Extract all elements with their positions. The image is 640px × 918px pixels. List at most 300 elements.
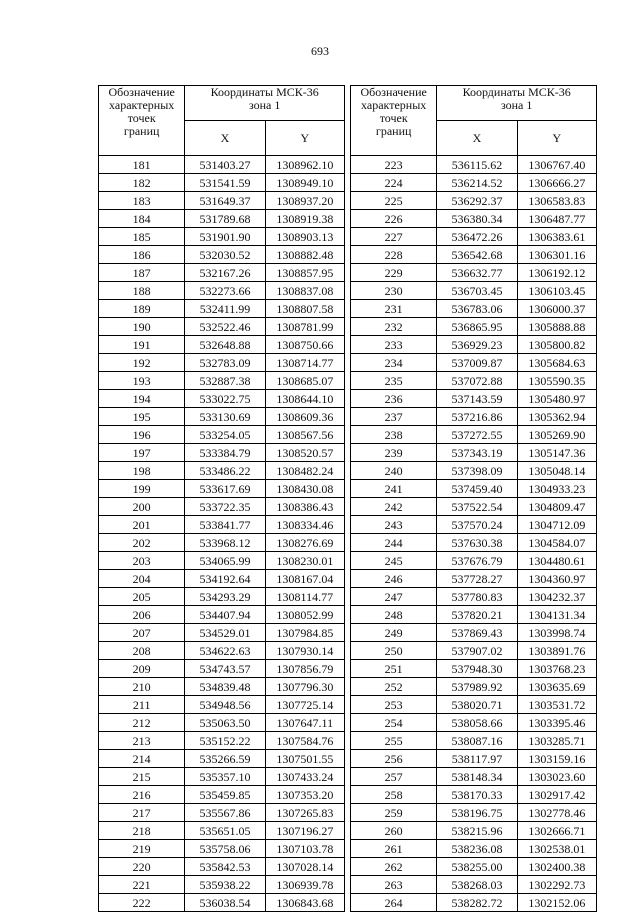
y-coordinate-cell: 1306000.37 [517,300,596,318]
point-id-cell: 208 [99,642,185,660]
y-coordinate-cell: 1306383.61 [517,228,596,246]
point-id-cell: 221 [99,876,185,894]
y-coordinate-cell: 1308962.10 [265,156,344,174]
point-id-cell: 248 [351,606,437,624]
point-id-cell: 186 [99,246,185,264]
x-coordinate-cell: 537630.38 [437,534,517,552]
table-row [99,858,345,876]
point-id-cell: 216 [99,786,185,804]
point-id-cell: 211 [99,696,185,714]
y-coordinate-cell: 1306939.78 [265,876,344,894]
x-coordinate-cell: 537676.79 [437,552,517,570]
point-id-cell: 209 [99,660,185,678]
y-coordinate-cell: 1306583.83 [517,192,596,210]
x-coordinate-cell: 535938.22 [185,876,265,894]
point-id-cell: 252 [351,678,437,696]
y-coordinate-cell: 1305147.36 [517,444,596,462]
point-id-cell: 196 [99,426,185,444]
table-row [351,318,597,336]
y-coordinate-cell: 1303891.76 [517,642,596,660]
y-coordinate-cell: 1308230.01 [265,552,344,570]
point-id-cell: 239 [351,444,437,462]
table-row [351,210,597,228]
y-coordinate-cell: 1308430.08 [265,480,344,498]
header-point-designation: Обозначение характерных точек границ [99,86,185,156]
point-id-cell: 228 [351,246,437,264]
x-coordinate-cell: 536038.54 [185,894,265,912]
point-id-cell: 257 [351,768,437,786]
table-row [99,462,345,480]
x-coordinate-cell: 533384.79 [185,444,265,462]
table-row [351,804,597,822]
x-coordinate-cell: 535758.06 [185,840,265,858]
x-coordinate-cell: 536214.52 [437,174,517,192]
point-id-cell: 246 [351,570,437,588]
x-coordinate-cell: 534839.48 [185,678,265,696]
point-id-cell: 197 [99,444,185,462]
point-id-cell: 223 [351,156,437,174]
table-row [99,570,345,588]
point-id-cell: 202 [99,534,185,552]
table-row [351,768,597,786]
point-id-cell: 219 [99,840,185,858]
table-row [99,318,345,336]
y-coordinate-cell: 1304360.97 [517,570,596,588]
y-coordinate-cell: 1303023.60 [517,768,596,786]
point-id-cell: 231 [351,300,437,318]
x-coordinate-cell: 537143.59 [437,390,517,408]
y-coordinate-cell: 1307856.79 [265,660,344,678]
y-coordinate-cell: 1308807.58 [265,300,344,318]
y-coordinate-cell: 1302666.71 [517,822,596,840]
x-coordinate-cell: 534948.56 [185,696,265,714]
point-id-cell: 190 [99,318,185,336]
point-id-cell: 254 [351,714,437,732]
table-row [351,660,597,678]
table-row [99,498,345,516]
table-row [351,408,597,426]
x-coordinate-cell: 537780.83 [437,588,517,606]
point-id-cell: 200 [99,498,185,516]
point-id-cell: 235 [351,372,437,390]
point-id-cell: 217 [99,804,185,822]
table-row [99,642,345,660]
x-coordinate-cell: 536865.95 [437,318,517,336]
point-id-cell: 192 [99,354,185,372]
point-id-cell: 250 [351,642,437,660]
x-coordinate-cell: 532522.46 [185,318,265,336]
x-coordinate-cell: 538215.96 [437,822,517,840]
table-row [351,282,597,300]
point-id-cell: 204 [99,570,185,588]
table-row [99,282,345,300]
table-row [99,678,345,696]
point-id-cell: 260 [351,822,437,840]
table-row [351,588,597,606]
point-id-cell: 184 [99,210,185,228]
coordinates-table-right [350,85,597,912]
x-coordinate-cell: 537343.19 [437,444,517,462]
x-coordinate-cell: 533130.69 [185,408,265,426]
point-id-cell: 203 [99,552,185,570]
x-coordinate-cell: 532783.09 [185,354,265,372]
x-coordinate-cell: 537820.21 [437,606,517,624]
point-id-cell: 220 [99,858,185,876]
x-coordinate-cell: 537459.40 [437,480,517,498]
table-row [99,444,345,462]
y-coordinate-cell: 1304809.47 [517,498,596,516]
point-id-cell: 189 [99,300,185,318]
y-coordinate-cell: 1302292.73 [517,876,596,894]
x-coordinate-cell: 535651.05 [185,822,265,840]
y-coordinate-cell: 1308167.04 [265,570,344,588]
x-coordinate-cell: 532887.38 [185,372,265,390]
point-id-cell: 237 [351,408,437,426]
y-coordinate-cell: 1306192.12 [517,264,596,282]
table-row [99,390,345,408]
x-coordinate-cell: 532167.26 [185,264,265,282]
y-coordinate-cell: 1308903.13 [265,228,344,246]
x-coordinate-cell: 533022.75 [185,390,265,408]
y-coordinate-cell: 1307647.11 [265,714,344,732]
x-coordinate-cell: 537869.43 [437,624,517,642]
coordinates-table-left [98,85,345,912]
table-row [351,750,597,768]
table-row [351,372,597,390]
y-coordinate-cell: 1305888.88 [517,318,596,336]
x-coordinate-cell: 533722.35 [185,498,265,516]
table-row [99,732,345,750]
header-x: X [185,121,265,156]
x-coordinate-cell: 531901.90 [185,228,265,246]
x-coordinate-cell: 536472.26 [437,228,517,246]
table-row [99,210,345,228]
x-coordinate-cell: 536380.34 [437,210,517,228]
point-id-cell: 259 [351,804,437,822]
header-y: Y [517,121,596,156]
header-y: Y [265,121,344,156]
y-coordinate-cell: 1306103.45 [517,282,596,300]
y-coordinate-cell: 1303285.71 [517,732,596,750]
table-row [351,858,597,876]
x-coordinate-cell: 537398.09 [437,462,517,480]
x-coordinate-cell: 536632.77 [437,264,517,282]
table-row [99,624,345,642]
y-coordinate-cell: 1302152.06 [517,894,596,912]
y-coordinate-cell: 1302917.42 [517,786,596,804]
y-coordinate-cell: 1308334.46 [265,516,344,534]
table-row [351,426,597,444]
table-row [351,840,597,858]
y-coordinate-cell: 1308750.66 [265,336,344,354]
y-coordinate-cell: 1304712.09 [517,516,596,534]
point-id-cell: 258 [351,786,437,804]
point-id-cell: 261 [351,840,437,858]
x-coordinate-cell: 537570.24 [437,516,517,534]
x-coordinate-cell: 535266.59 [185,750,265,768]
y-coordinate-cell: 1308837.08 [265,282,344,300]
x-coordinate-cell: 535567.86 [185,804,265,822]
x-coordinate-cell: 538282.72 [437,894,517,912]
point-id-cell: 224 [351,174,437,192]
x-coordinate-cell: 534293.29 [185,588,265,606]
y-coordinate-cell: 1307103.78 [265,840,344,858]
y-coordinate-cell: 1307984.85 [265,624,344,642]
y-coordinate-cell: 1308714.77 [265,354,344,372]
table-row [351,300,597,318]
table-row [99,264,345,282]
y-coordinate-cell: 1306843.68 [265,894,344,912]
point-id-cell: 213 [99,732,185,750]
table-row [351,444,597,462]
table-row [99,480,345,498]
x-coordinate-cell: 535459.85 [185,786,265,804]
y-coordinate-cell: 1308482.24 [265,462,344,480]
table-row [99,228,345,246]
x-coordinate-cell: 533841.77 [185,516,265,534]
x-coordinate-cell: 532273.66 [185,282,265,300]
table-row [351,786,597,804]
point-id-cell: 207 [99,624,185,642]
y-coordinate-cell: 1308276.69 [265,534,344,552]
point-id-cell: 253 [351,696,437,714]
point-id-cell: 243 [351,516,437,534]
table-row [99,660,345,678]
x-coordinate-cell: 538087.16 [437,732,517,750]
x-coordinate-cell: 535357.10 [185,768,265,786]
point-id-cell: 226 [351,210,437,228]
point-id-cell: 222 [99,894,185,912]
point-id-cell: 236 [351,390,437,408]
table-row [351,624,597,642]
x-coordinate-cell: 533486.22 [185,462,265,480]
x-coordinate-cell: 536542.68 [437,246,517,264]
y-coordinate-cell: 1308114.77 [265,588,344,606]
point-id-cell: 256 [351,750,437,768]
y-coordinate-cell: 1304933.23 [517,480,596,498]
y-coordinate-cell: 1308882.48 [265,246,344,264]
point-id-cell: 181 [99,156,185,174]
x-coordinate-cell: 531789.68 [185,210,265,228]
x-coordinate-cell: 531403.27 [185,156,265,174]
y-coordinate-cell: 1308609.36 [265,408,344,426]
table-row [99,192,345,210]
x-coordinate-cell: 536115.62 [437,156,517,174]
y-coordinate-cell: 1304480.61 [517,552,596,570]
y-coordinate-cell: 1307930.14 [265,642,344,660]
x-coordinate-cell: 537522.54 [437,498,517,516]
point-id-cell: 262 [351,858,437,876]
table-row [351,714,597,732]
table-row [351,516,597,534]
table-row [351,264,597,282]
point-id-cell: 264 [351,894,437,912]
x-coordinate-cell: 538020.71 [437,696,517,714]
x-coordinate-cell: 538117.97 [437,750,517,768]
y-coordinate-cell: 1307725.14 [265,696,344,714]
y-coordinate-cell: 1307353.20 [265,786,344,804]
table-row [351,192,597,210]
y-coordinate-cell: 1305362.94 [517,408,596,426]
x-coordinate-cell: 538268.03 [437,876,517,894]
table-row [99,156,345,174]
point-id-cell: 249 [351,624,437,642]
y-coordinate-cell: 1308052.99 [265,606,344,624]
y-coordinate-cell: 1308685.07 [265,372,344,390]
point-id-cell: 206 [99,606,185,624]
x-coordinate-cell: 533254.05 [185,426,265,444]
table-row [99,750,345,768]
x-coordinate-cell: 532030.52 [185,246,265,264]
table-row [351,552,597,570]
point-id-cell: 227 [351,228,437,246]
point-id-cell: 195 [99,408,185,426]
y-coordinate-cell: 1308937.20 [265,192,344,210]
point-id-cell: 214 [99,750,185,768]
y-coordinate-cell: 1303998.74 [517,624,596,642]
x-coordinate-cell: 536929.23 [437,336,517,354]
y-coordinate-cell: 1305269.90 [517,426,596,444]
table-body [99,156,345,912]
x-coordinate-cell: 531541.59 [185,174,265,192]
point-id-cell: 251 [351,660,437,678]
y-coordinate-cell: 1302400.38 [517,858,596,876]
table-row [351,354,597,372]
point-id-cell: 183 [99,192,185,210]
y-coordinate-cell: 1307796.30 [265,678,344,696]
table-row [99,426,345,444]
x-coordinate-cell: 535063.50 [185,714,265,732]
x-coordinate-cell: 534192.64 [185,570,265,588]
x-coordinate-cell: 533968.12 [185,534,265,552]
table-row [99,804,345,822]
table-row [99,696,345,714]
y-coordinate-cell: 1308520.57 [265,444,344,462]
y-coordinate-cell: 1303768.23 [517,660,596,678]
table-row [99,606,345,624]
point-id-cell: 212 [99,714,185,732]
x-coordinate-cell: 538236.08 [437,840,517,858]
point-id-cell: 238 [351,426,437,444]
point-id-cell: 230 [351,282,437,300]
table-row [99,552,345,570]
y-coordinate-cell: 1306487.77 [517,210,596,228]
table-row [99,822,345,840]
y-coordinate-cell: 1305590.35 [517,372,596,390]
x-coordinate-cell: 534743.57 [185,660,265,678]
table-row [99,372,345,390]
header-coordinate-system: Координаты МСК-36 зона 1 [185,86,345,121]
y-coordinate-cell: 1305048.14 [517,462,596,480]
table-row [351,822,597,840]
point-id-cell: 232 [351,318,437,336]
x-coordinate-cell: 536292.37 [437,192,517,210]
point-id-cell: 247 [351,588,437,606]
table-row [351,336,597,354]
y-coordinate-cell: 1304584.07 [517,534,596,552]
x-coordinate-cell: 534407.94 [185,606,265,624]
point-id-cell: 188 [99,282,185,300]
y-coordinate-cell: 1307028.14 [265,858,344,876]
x-coordinate-cell: 537272.55 [437,426,517,444]
table-row [99,408,345,426]
point-id-cell: 244 [351,534,437,552]
y-coordinate-cell: 1306666.27 [517,174,596,192]
table-row [351,696,597,714]
table-row [351,606,597,624]
point-id-cell: 229 [351,264,437,282]
y-coordinate-cell: 1305800.82 [517,336,596,354]
table-row [351,894,597,912]
point-id-cell: 225 [351,192,437,210]
x-coordinate-cell: 538148.34 [437,768,517,786]
y-coordinate-cell: 1308567.56 [265,426,344,444]
table-row [99,516,345,534]
point-id-cell: 198 [99,462,185,480]
x-coordinate-cell: 534622.63 [185,642,265,660]
table-row [99,534,345,552]
x-coordinate-cell: 535842.53 [185,858,265,876]
x-coordinate-cell: 537216.86 [437,408,517,426]
point-id-cell: 241 [351,480,437,498]
y-coordinate-cell: 1303159.16 [517,750,596,768]
y-coordinate-cell: 1305684.63 [517,354,596,372]
table-row [351,174,597,192]
x-coordinate-cell: 537728.27 [437,570,517,588]
x-coordinate-cell: 532411.99 [185,300,265,318]
y-coordinate-cell: 1307265.83 [265,804,344,822]
point-id-cell: 201 [99,516,185,534]
table-row [99,768,345,786]
point-id-cell: 205 [99,588,185,606]
x-coordinate-cell: 536703.45 [437,282,517,300]
header-point-designation: Обозначение характерных точек границ [351,86,437,156]
y-coordinate-cell: 1306767.40 [517,156,596,174]
y-coordinate-cell: 1306301.16 [517,246,596,264]
point-id-cell: 182 [99,174,185,192]
x-coordinate-cell: 537989.92 [437,678,517,696]
table-row [99,174,345,192]
x-coordinate-cell: 538196.75 [437,804,517,822]
x-coordinate-cell: 534529.01 [185,624,265,642]
header-x: X [437,121,517,156]
x-coordinate-cell: 532648.88 [185,336,265,354]
table-row [351,642,597,660]
x-coordinate-cell: 536783.06 [437,300,517,318]
y-coordinate-cell: 1307433.24 [265,768,344,786]
y-coordinate-cell: 1307501.55 [265,750,344,768]
table-row [99,894,345,912]
point-id-cell: 218 [99,822,185,840]
x-coordinate-cell: 537907.02 [437,642,517,660]
table-row [99,246,345,264]
x-coordinate-cell: 537072.88 [437,372,517,390]
point-id-cell: 193 [99,372,185,390]
point-id-cell: 215 [99,768,185,786]
table-row [99,336,345,354]
table-row [351,678,597,696]
table-row [351,570,597,588]
y-coordinate-cell: 1308386.43 [265,498,344,516]
point-id-cell: 187 [99,264,185,282]
point-id-cell: 240 [351,462,437,480]
table-row [351,732,597,750]
table-row [99,300,345,318]
point-id-cell: 210 [99,678,185,696]
table-row [351,390,597,408]
table-row [99,876,345,894]
point-id-cell: 234 [351,354,437,372]
